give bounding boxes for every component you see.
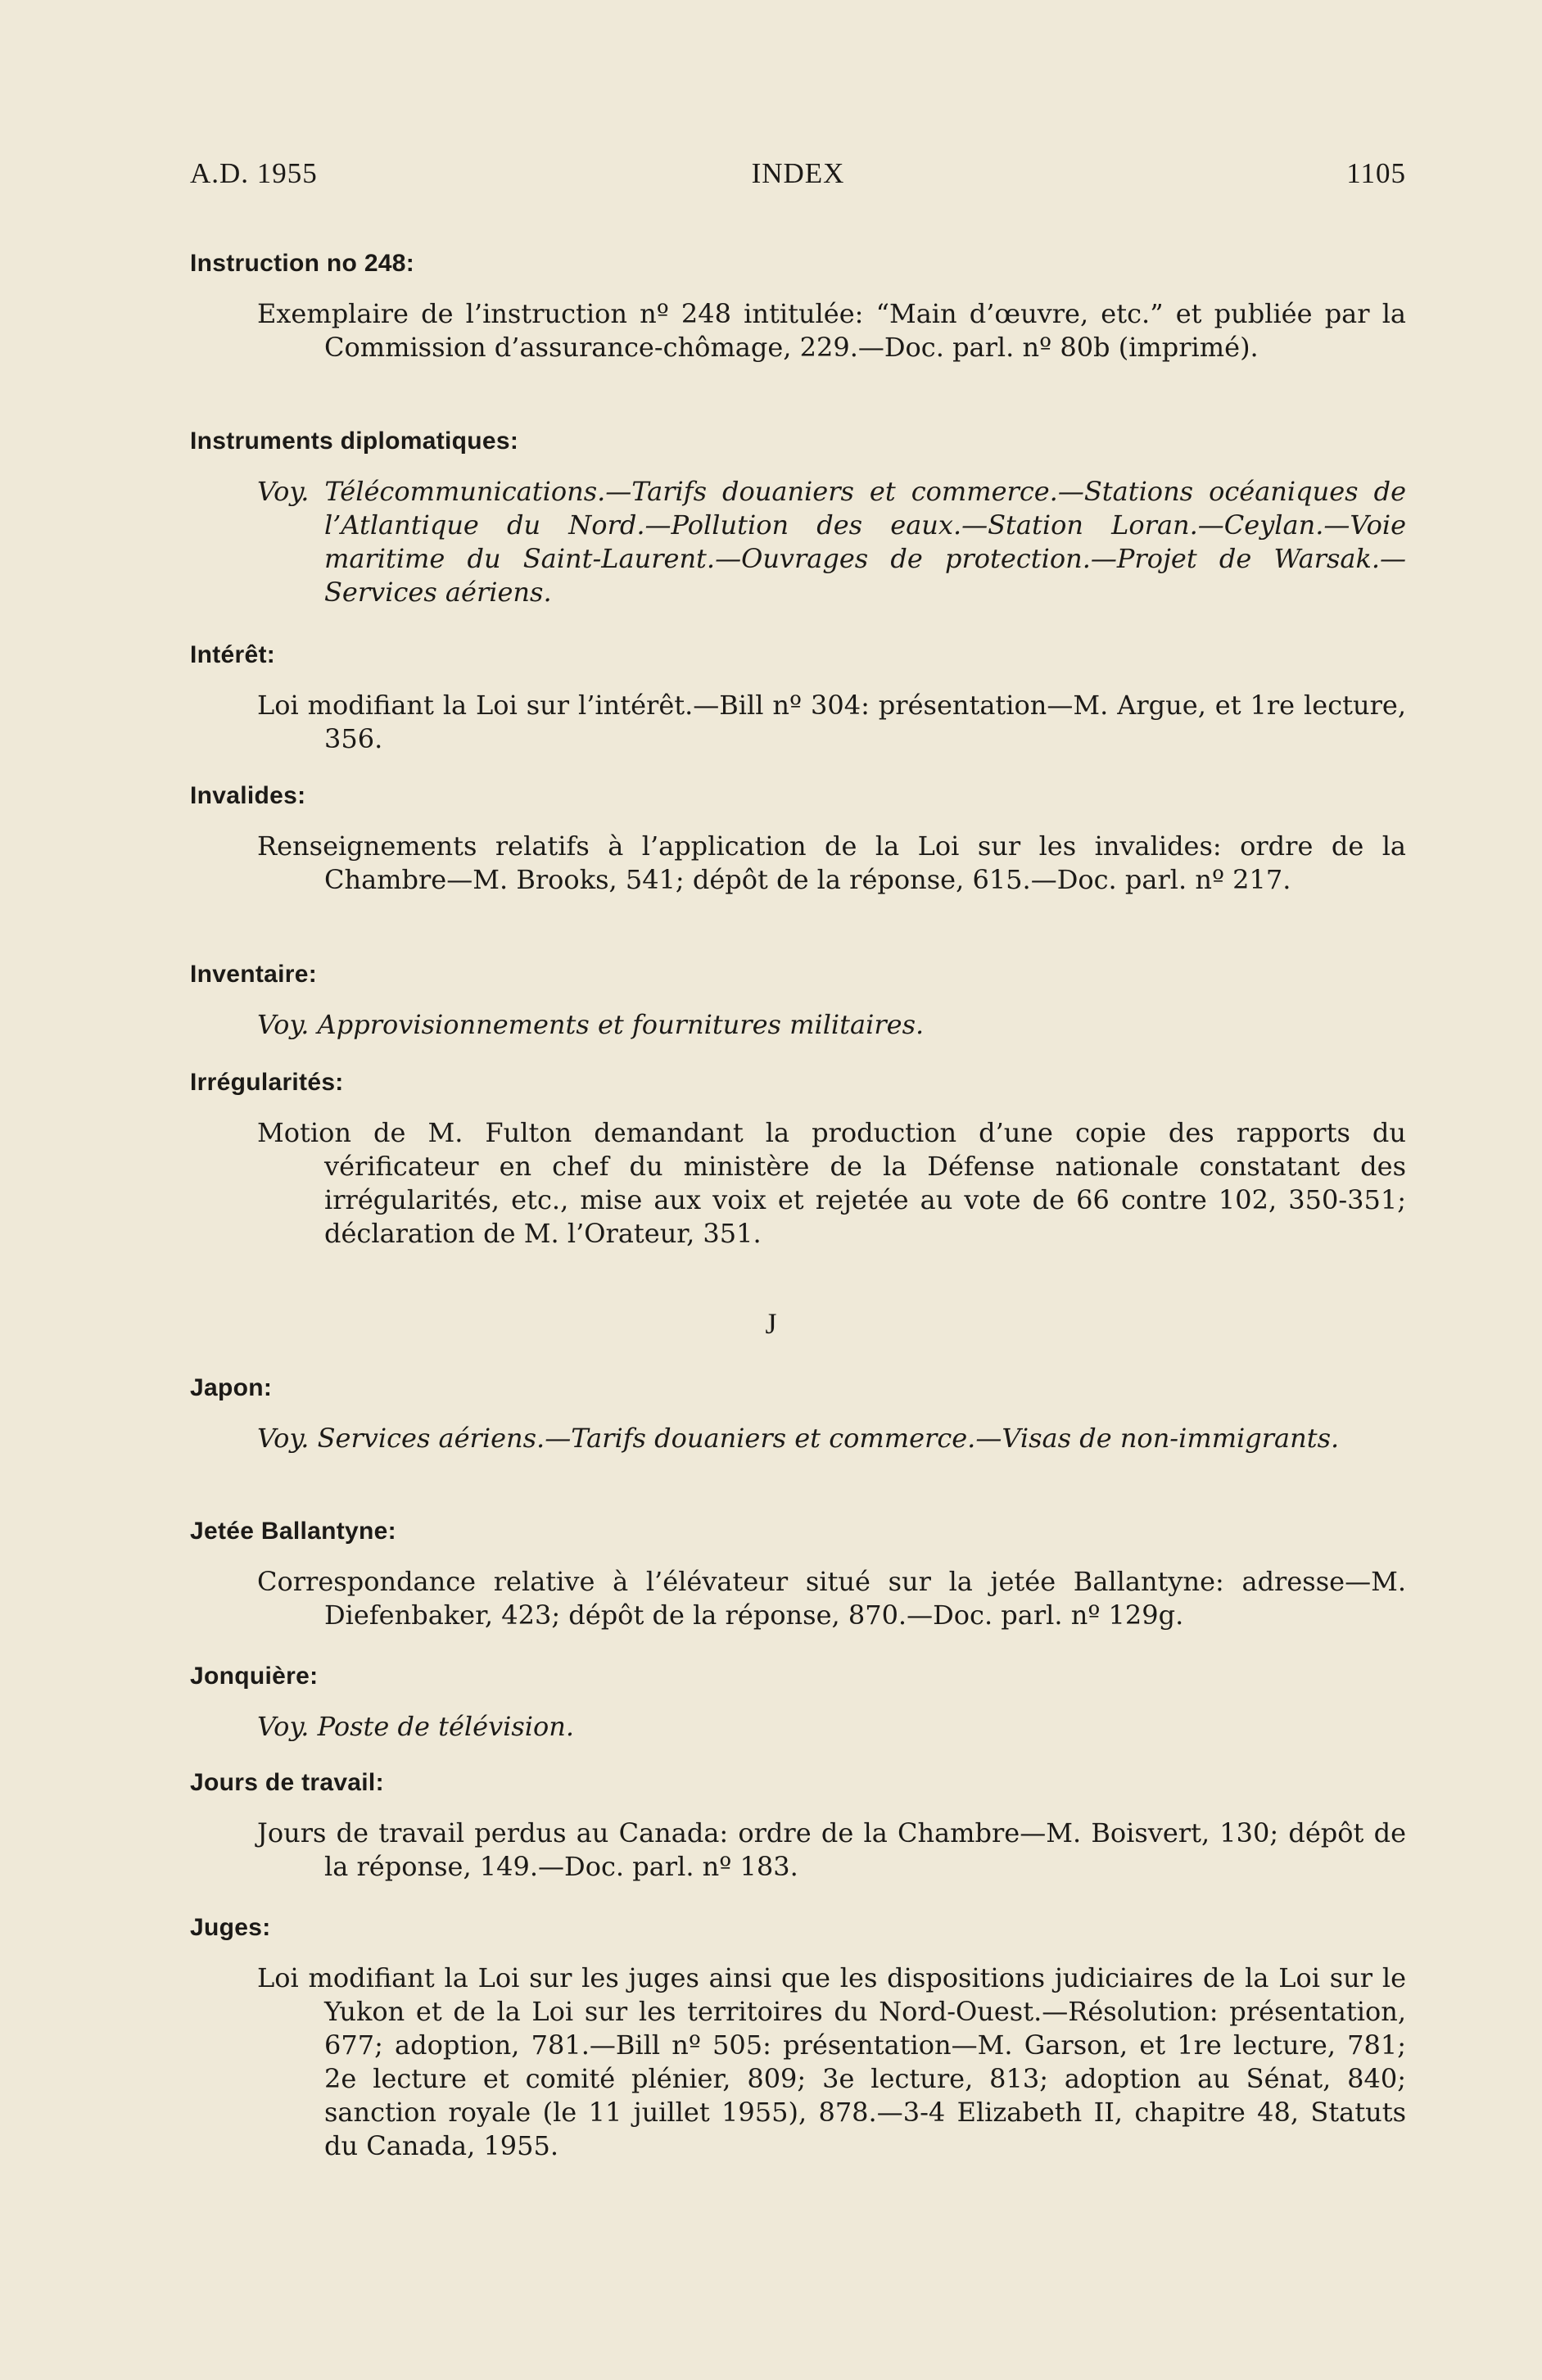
entry-heading: Inventaire: <box>190 961 318 988</box>
index-entry <box>190 641 1406 756</box>
header-page-number: 1105 <box>1346 157 1406 189</box>
entry-text: Motion de M. Fulton demandant la production d’une copie des rapports du vérificateur en chef du ministère de la Défense nationale constatant des irrégularités, etc., mise aux voix et rejetée au vote de 66 contre 102, 350-351; déclaration de M. l’Orateur, 351. <box>257 1117 1406 1249</box>
entry-text: Jours de travail perdus au Canada: ordre de la Chambre—M. Boisvert, 130; dépôt de la réponse, 149.—Doc. parl. nº 183. <box>257 1817 1406 1882</box>
entry-text: Loi modifiant la Loi sur l’intérêt.—Bill nº 304: présentation—M. Argue, et 1re lecture, 356. <box>257 690 1406 754</box>
index-entry <box>190 961 1406 1042</box>
index-entry <box>190 250 1406 364</box>
index-entry <box>190 428 1406 609</box>
index-entry <box>190 782 1406 897</box>
header-title: INDEX <box>751 157 845 189</box>
entry-text: Voy. Télécommunications.—Tarifs douaniers et commerce.—Stations océaniques de l’Atlantique du Nord.—Pollution des eaux.—Station Loran.—Ceylan.—Voie maritime du Saint-Laurent.—Ouvrages de protection.—Projet de Warsak.—Services aériens. <box>257 476 1406 608</box>
header-year: A.D. 1955 <box>190 157 318 189</box>
entry-text: Correspondance relative à l’élévateur situé sur la jetée Ballantyne: adresse—M. Diefenbaker, 423; dépôt de la réponse, 870.—Doc. parl. nº 129g. <box>257 1566 1406 1631</box>
section-letter: J <box>765 1307 777 1340</box>
entry-heading: Japon: <box>190 1374 273 1401</box>
entry-text: Renseignements relatifs à l’application de la Loi sur les invalides: ordre de la Chambre—M. Brooks, 541; dépôt de la réponse, 615.—Doc. parl. nº 217. <box>257 830 1406 895</box>
entry-heading: Irrégularités: <box>190 1069 344 1096</box>
entry-heading: Intérêt: <box>190 641 276 668</box>
index-entry <box>190 1374 1406 1455</box>
index-entry <box>190 1769 1406 1884</box>
entry-text: Voy. Services aériens.—Tarifs douaniers et commerce.—Visas de non-immigrants. <box>257 1423 1340 1454</box>
index-entry <box>190 1069 1406 1251</box>
index-entry <box>190 1518 1406 1632</box>
entry-heading: Jours de travail: <box>190 1769 384 1796</box>
entry-text: Voy. Approvisionnements et fournitures militaires. <box>257 1009 925 1040</box>
entry-text: Exemplaire de l’instruction nº 248 intitulée: “Main d’œuvre, etc.” et publiée par la Commission d’assurance-chômage, 229.—Doc. parl. nº 80b (imprimé). <box>257 298 1406 363</box>
entry-heading: Juges: <box>190 1914 271 1941</box>
entry-text: Loi modifiant la Loi sur les juges ainsi que les dispositions judiciaires de la Loi sur le Yukon et de la Loi sur les territoires du Nord-Ouest.—Résolution: présentation, 677; adoption, 781.—Bill nº 505: présentation—M. Garson, et 1re lecture, 781; 2e lecture et comité plénier, 809; 3e lecture, 813; adoption au Sénat, 840; sanction royale (le 11 juillet 1955), 878.—3-4 Elizabeth II, chapitre 48, Statuts du Canada, 1955. <box>257 1962 1406 2161</box>
index-entry <box>190 1914 1406 2163</box>
entry-heading: Invalides: <box>190 782 306 809</box>
page-header <box>190 157 1406 198</box>
entry-heading: Instruments diplomatiques: <box>190 428 519 455</box>
index-entry <box>190 1663 1406 1744</box>
entry-heading: Jetée Ballantyne: <box>190 1518 396 1545</box>
entry-text: Voy. Poste de télévision. <box>257 1711 575 1742</box>
entry-heading: Jonquière: <box>190 1663 319 1690</box>
entry-heading: Instruction no 248: <box>190 250 415 277</box>
